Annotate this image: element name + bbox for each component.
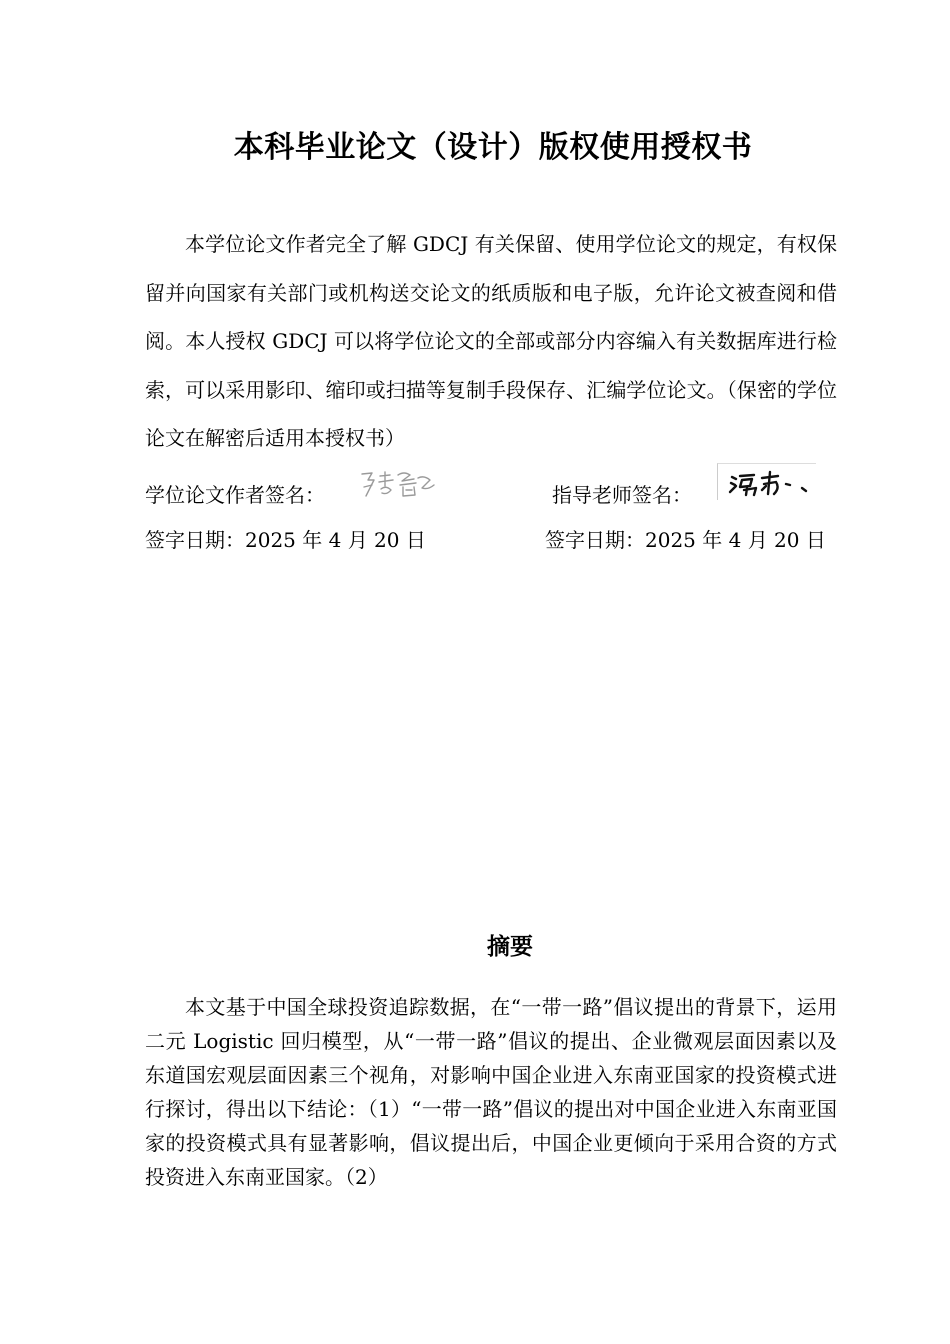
author-signing-date: 签字日期：2025 年 4 月 20 日 [145, 528, 426, 552]
author-handwritten-signature [358, 466, 448, 502]
abstract-title: 摘要 [487, 934, 533, 960]
advisor-signing-date: 签字日期：2025 年 4 月 20 日 [545, 528, 826, 552]
authorization-paragraph: 本学位论文作者完全了解 GDCJ 有关保留、使用学位论文的规定，有权保留并向国家有关部门或机构送交论文的纸质版和电子版，允许论文被查阅和借阅。本人授权 GDCJ 可以将学位论文的全部或部分内容编入有关数据库进行检索，可以采用影印、缩印或扫描等复制手段保存、汇编学位论文。（保密的学位论文在解密后适用本授权书） [145, 232, 837, 450]
page-title: 本科毕业论文（设计）版权使用授权书 [233, 130, 753, 165]
advisor-handwritten-signature [717, 463, 816, 500]
author-signature-label: 学位论文作者签名： [145, 483, 325, 507]
abstract-paragraph: 本文基于中国全球投资追踪数据，在“一带一路”倡议提出的背景下，运用二元 Logistic 回归模型，从“一带一路”倡议的提出、企业微观层面因素以及东道国宏观层面因素三个视角，对影响中国企业进入东南亚国家的投资模式进行探讨，得出以下结论：（1）“一带一路”倡议的提出对中国企业进入东南亚国家的投资模式具有显著影响，倡议提出后，中国企业更倾向于采用合资的方式投资进入东南亚国家。（2） [145, 995, 837, 1189]
advisor-signature-label: 指导老师签名： [552, 483, 692, 507]
